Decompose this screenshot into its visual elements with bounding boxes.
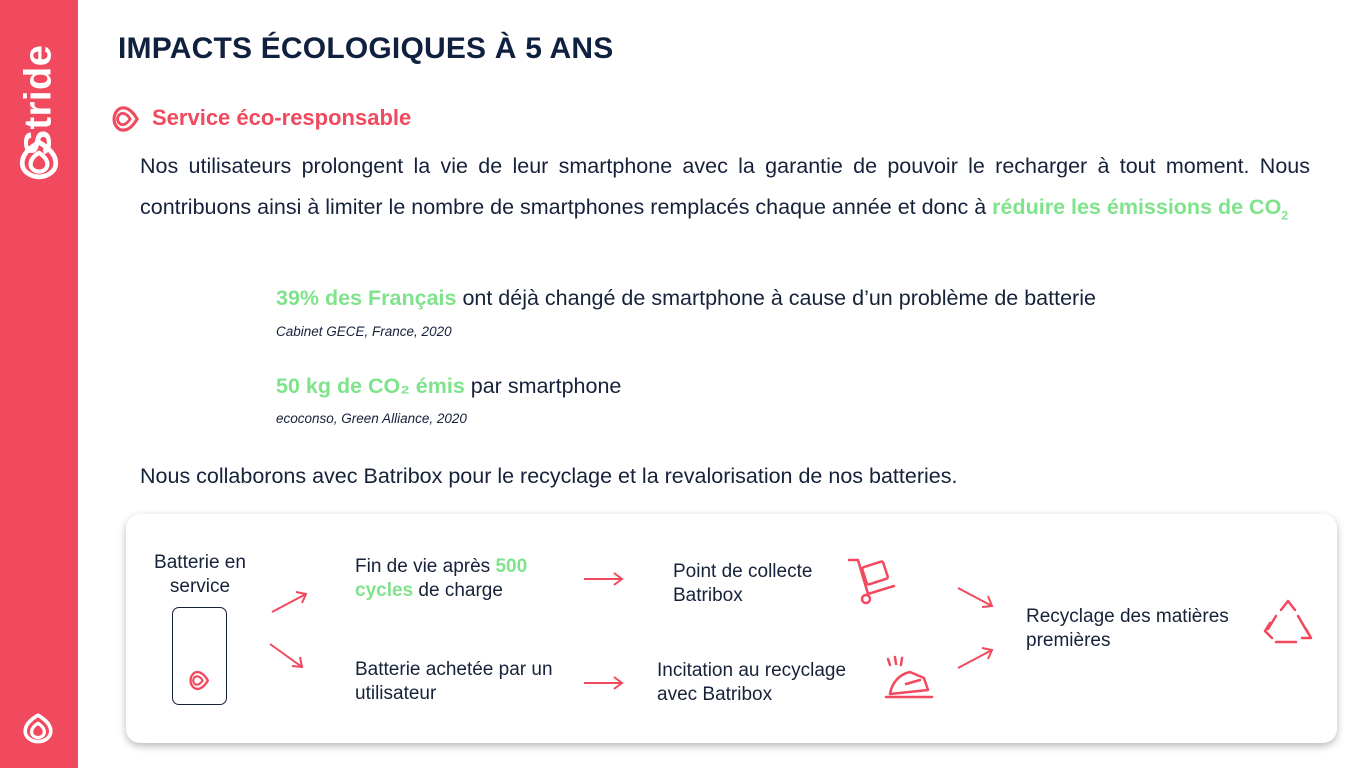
step-collection-point: Point de collecte Batribox [673,561,813,606]
intro-paragraph [140,146,1310,236]
stride-logo-icon [22,712,54,744]
collaboration-text: Nous collaborons avec Batribox pour le recyclage et la revalorisation de nos batteries. [140,464,958,488]
recycle-icon [1262,598,1314,648]
stat-source: ecoconso, Green Alliance, 2020 [276,411,467,426]
intro-highlight: réduire les émissions de CO [992,195,1282,219]
page-title: IMPACTS ÉCOLOGIQUES À 5 ANS [118,32,614,65]
arrow-up-right-icon [268,586,312,616]
arrow-up-right-icon [954,644,998,672]
arrow-down-right-icon [954,584,998,612]
stat-highlight: 39% des Français [276,286,457,310]
cycles-highlight: 500 cycles [355,556,528,601]
arrow-right-icon [582,570,626,588]
brand-wordmark: Stride [17,44,60,156]
arrow-right-icon [582,674,626,692]
stride-logo-icon [112,105,140,133]
section-title: Service éco-responsable [152,105,412,130]
step-battery-in-service: Batterie en service [154,552,246,597]
arrow-down-right-icon [266,640,310,672]
stat-highlight: 50 kg de CO₂ émis [276,374,465,398]
stride-logo-icon [18,138,60,180]
stat-source: Cabinet GECE, France, 2020 [276,324,452,339]
co2-subscript: 2 [1281,208,1288,223]
intro-text: Nos utilisateurs prolongent la vie de leur smartphone avec la garantie de pouvoir le recharger à tout moment. Nous contribuons ainsi à limiter le nombre de smartphones remplacés chaque année et donc à [140,154,1310,219]
step-raw-material-recycling: Recyclage des matières premières [1026,606,1229,651]
step-end-of-life: Fin de vie après 500 cycles de charge [355,556,528,601]
hand-truck-icon [846,556,900,606]
stat-text: ont déjà changé de smartphone à cause d’un problème de batterie [456,286,1096,310]
phone-icon [172,607,227,705]
stat-co2 [276,374,621,399]
brand-sidebar [0,0,78,768]
step-battery-bought: Batterie achetée par un utilisateur [355,659,553,704]
step-recycling-incentive: Incitation au recyclage avec Batribox [657,660,847,705]
stride-logo-icon [189,670,210,691]
stat-text: par smartphone [464,374,622,398]
hand-giving-icon [884,654,936,702]
stat-batteries [276,286,1096,311]
